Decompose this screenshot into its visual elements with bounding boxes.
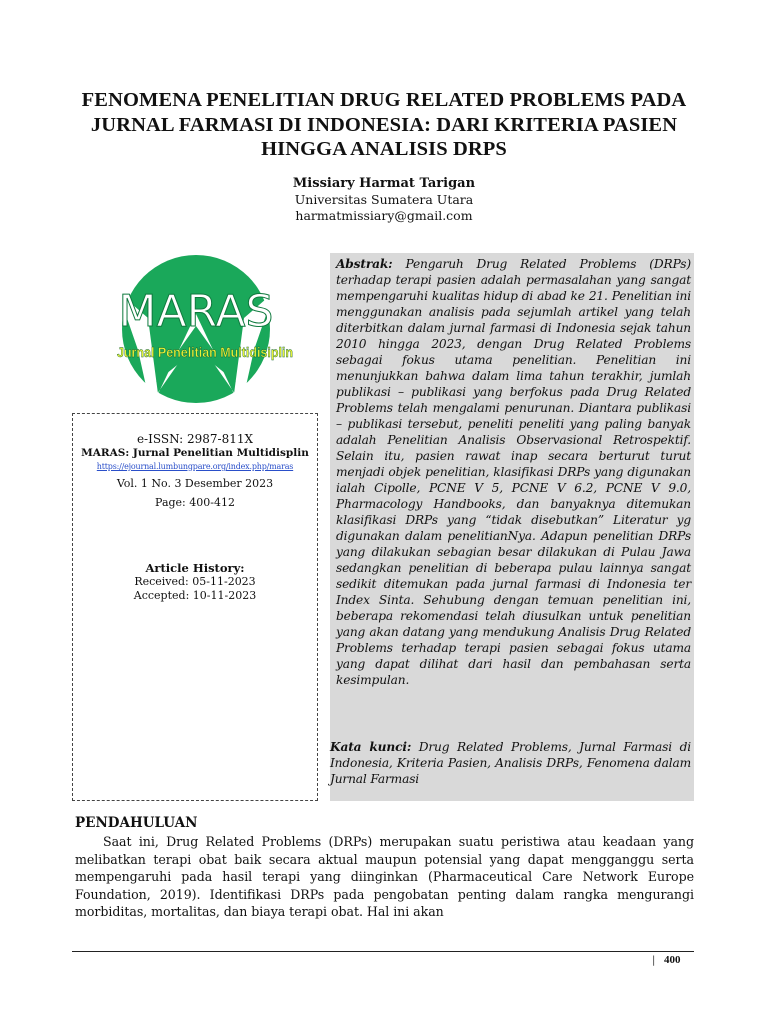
journal-info-box <box>72 413 318 801</box>
article-history-title: Article History: <box>145 561 245 575</box>
accepted-date: Accepted: 10-11-2023 <box>133 589 257 602</box>
author-name: Missiary Harmat Tarigan <box>292 176 476 191</box>
keywords-text: Drug Related Problems, Jurnal Farmasi di Indonesia, Kriteria Pasien, Analisis DRPs, Fenomena dalam Jurnal Farmasi <box>330 740 691 786</box>
introduction-paragraph: Saat ini, Drug Related Problems (DRPs) merupakan suatu peristiwa atau keadaan yang melibatkan terapi obat baik secara aktual maupun potensial yang dapat mengganggu serta mempengaruhi pada hasil terapi yang diinginkan (Pharmaceutical Care Network Europe Foundation, 2019). Identifikasi DRPs pada pengobatan penting dalam rangka mengurangi morbiditas, mortalitas, dan biaya terapi obat. Hal ini akan <box>75 834 694 919</box>
logo-wordmark: MARAS <box>118 286 274 337</box>
page-range: Page: 400-412 <box>155 496 235 509</box>
abstract-box <box>330 253 694 739</box>
journal-logo <box>112 254 302 408</box>
section-heading-introduction: PENDAHULUAN <box>75 815 198 831</box>
issn: e-ISSN: 2987-811X <box>136 432 254 446</box>
page-number: 400 <box>664 954 681 966</box>
journal-url-link[interactable]: https://ejournal.lumbungpare.org/index.php/maras <box>96 462 294 471</box>
author-block <box>184 176 584 224</box>
paper-title: FENOMENA PENELITIAN DRUG RELATED PROBLEMS PADA JURNAL FARMASI DI INDONESIA: DARI KRITERIA PASIEN HINGGA ANALISIS DRPS <box>81 89 687 160</box>
received-date: Received: 05-11-2023 <box>134 575 256 588</box>
volume-info: Vol. 1 No. 3 Desember 2023 <box>116 477 274 490</box>
logo-subtitle: Jurnal Penelitian Multidisiplin <box>117 344 293 360</box>
footer-separator: | <box>652 955 656 966</box>
keywords-box <box>330 739 694 801</box>
footer-rule <box>72 951 694 952</box>
abstract-label: Abstrak: <box>336 257 393 271</box>
journal-name: MARAS: Jurnal Penelitian Multidisplin <box>81 447 309 459</box>
keywords-label: Kata kunci: <box>330 740 412 754</box>
maras-logo-graphic <box>112 254 302 404</box>
author-email: harmatmissiary@gmail.com <box>295 208 473 223</box>
abstract-text: Pengaruh Drug Related Problems (DRPs) terhadap terapi pasien adalah permasalahan yang sangat mempengaruhi kualitas hidup di abad ke 21. Penelitian ini menggunakan analisis pada sejumlah artikel yang telah diterbitkan dalam jurnal farmasi di Indonesia sejak tahun 2010 hingga 2023, dengan Drug Related Problems sebagai fokus utama penelitian. Penelitian ini menunjukkan bahwa dalam lima tahun terakhir, jumlah publikasi – publikasi yang berfokus pada Drug Related Problems telah mengalami penurunan. Diantara publikasi – publikasi tersebut, peneliti peneliti yang paling banyak adalah Penelitian Analisis Observasional Retrospektif. Selain itu, pasien rawat inap secara berturut turut menjadi objek penelitian, klasifikasi DRPs yang digunakan ialah Cipolle, PCNE V 5, PCNE V 6.2, PCNE V 9.0, Pharmacology Handbooks, dan banyaknya ditemukan klasifikasi DRPs yang “tidak disebutkan” Literatur yg digunakan dalam penelitianNya. Adapun penelitian DRPs yang dilakukan sebagian besar dilakukan di Pulau Jawa sedangkan penelitian di beberapa pulau lainnya sangat sedikit ditemukan pada jurnal farmasi di Indonesia ter Index Sinta. Sehubung dengan temuan penelitian ini, beberapa rekomendasi telah diusulkan untuk penelitian yang akan datang yang mendukung Analisis Drug Related Problems terhadap terapi pasien sebagai fokus utama yang dapat dilihat dari hasil dan pembahasan serta kesimpulan. <box>336 257 691 687</box>
author-affiliation: Universitas Sumatera Utara <box>294 192 474 207</box>
